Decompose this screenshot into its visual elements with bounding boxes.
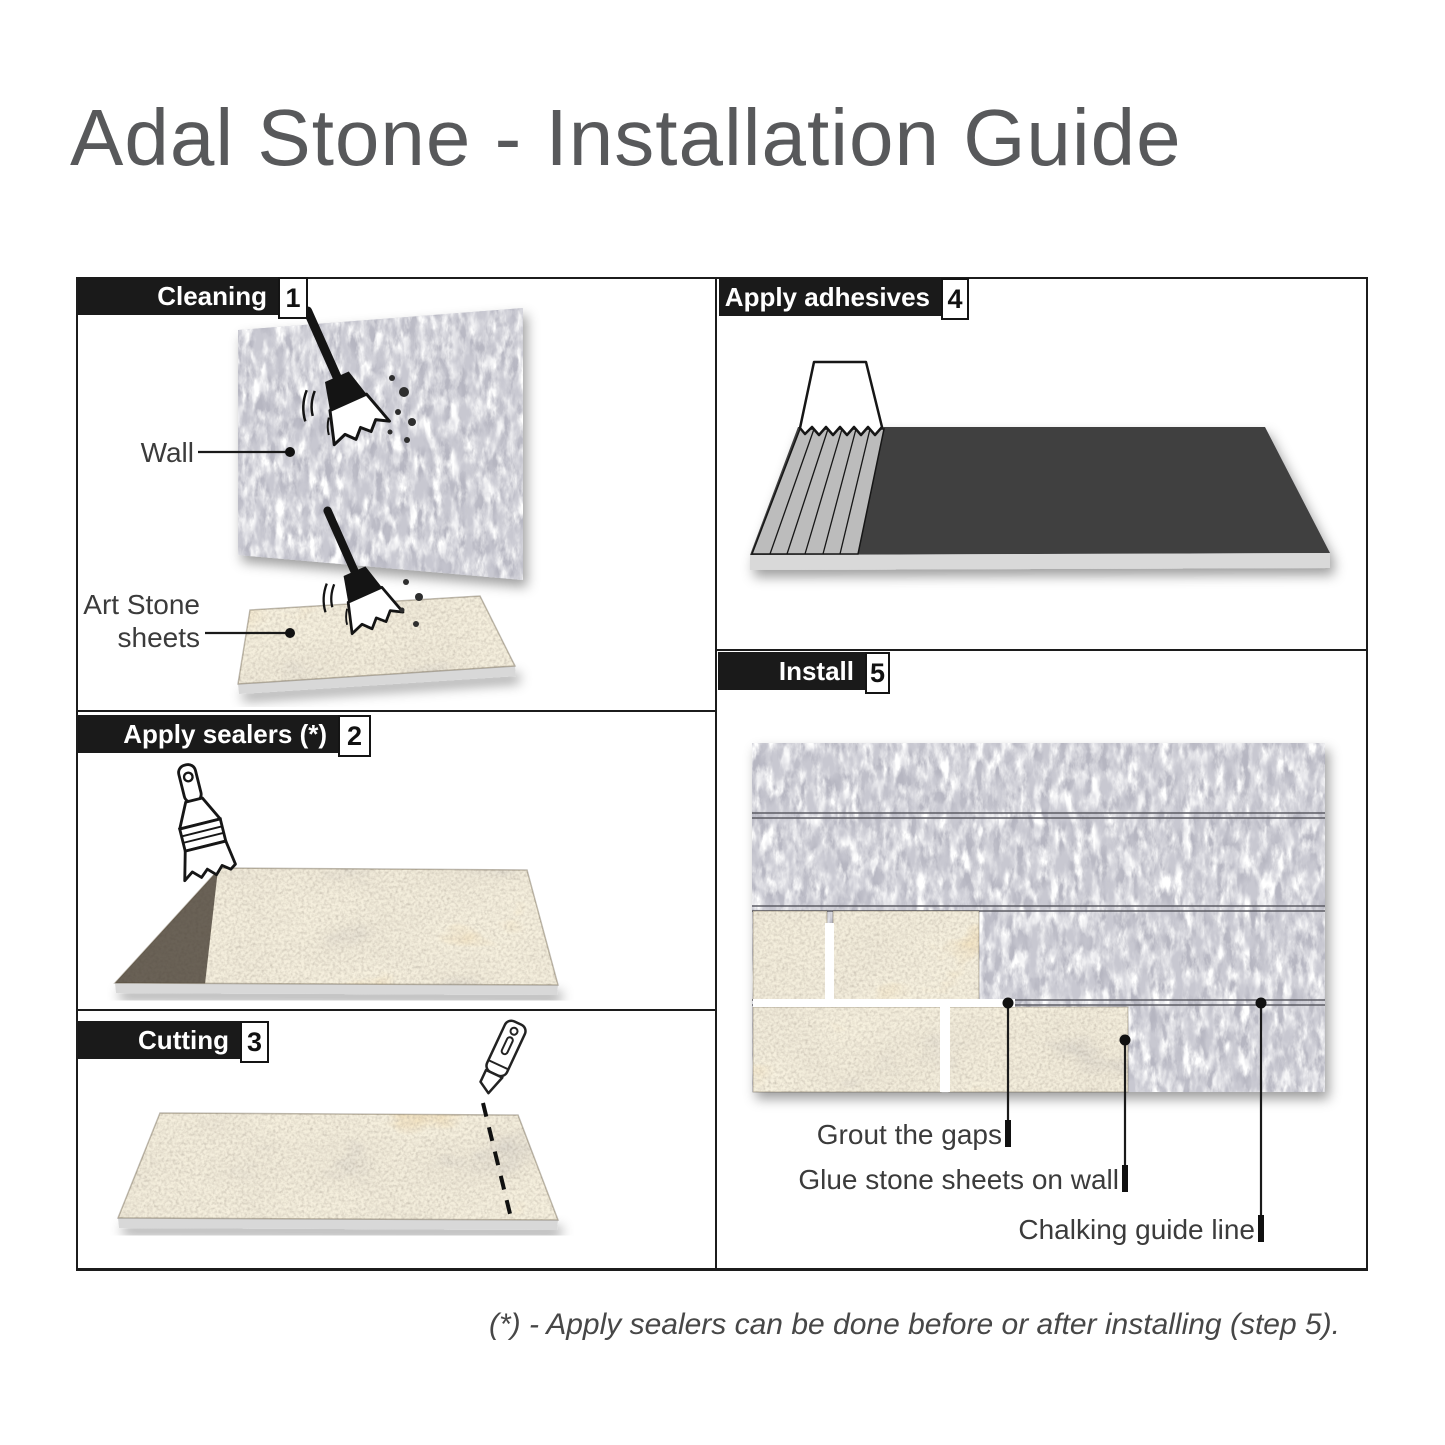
page-title: Adal Stone - Installation Guide (70, 93, 1182, 182)
panel-header (78, 1021, 269, 1063)
panel-number: 4 (941, 278, 969, 320)
panel-header (78, 715, 371, 757)
panel-number: 3 (240, 1021, 269, 1063)
panel-number: 5 (865, 652, 890, 694)
panel-label: Install (778, 655, 854, 686)
panel-cleaning (76, 277, 715, 710)
panel-header-bar (719, 278, 941, 316)
panel-header-bar (78, 1021, 240, 1059)
wall-illustration (238, 308, 523, 580)
label-chalking-guide-line: Chalking guide line (1018, 1214, 1255, 1245)
panel-apply-adhesives (717, 277, 1366, 649)
paintbrush-icon (158, 759, 237, 882)
label-wall: Wall (140, 437, 194, 468)
panel-label: Apply sealers (*) (123, 718, 327, 749)
label-art-stone-sheets: Art Stone sheets (83, 589, 200, 653)
figure-border-right (1366, 277, 1368, 1270)
panel-cutting (76, 1011, 715, 1268)
label-glue-stone-sheets: Glue stone sheets on wall (798, 1164, 1119, 1195)
panel-header (719, 278, 969, 320)
label-grout-the-gaps: Grout the gaps (816, 1119, 1002, 1150)
footnote: (*) - Apply sealers can be done before or after installing (step 5). (489, 1308, 1340, 1341)
panel-number: 2 (338, 715, 371, 757)
adhesives-illustration (717, 277, 1366, 649)
panel-label: Cleaning (157, 280, 267, 311)
leader-dot (285, 628, 295, 638)
panel-header (78, 277, 308, 319)
figure-border-bottom (76, 1268, 1368, 1271)
panel-header-bar (78, 715, 338, 753)
panel-header-bar (78, 277, 278, 315)
leader-dot (285, 447, 295, 457)
panel-apply-sealers (76, 712, 715, 1009)
panel-label: Cutting (138, 1024, 229, 1055)
panel-header-bar (718, 652, 865, 690)
panel-label: Apply adhesives (724, 281, 930, 312)
panel-number: 1 (278, 277, 308, 319)
stone-sheet (115, 868, 558, 995)
stone-sheet (118, 1113, 558, 1230)
trowel-icon (800, 362, 882, 435)
panel-install (717, 651, 1366, 1268)
panel-header (718, 652, 890, 694)
utility-knife-icon (476, 1018, 528, 1096)
